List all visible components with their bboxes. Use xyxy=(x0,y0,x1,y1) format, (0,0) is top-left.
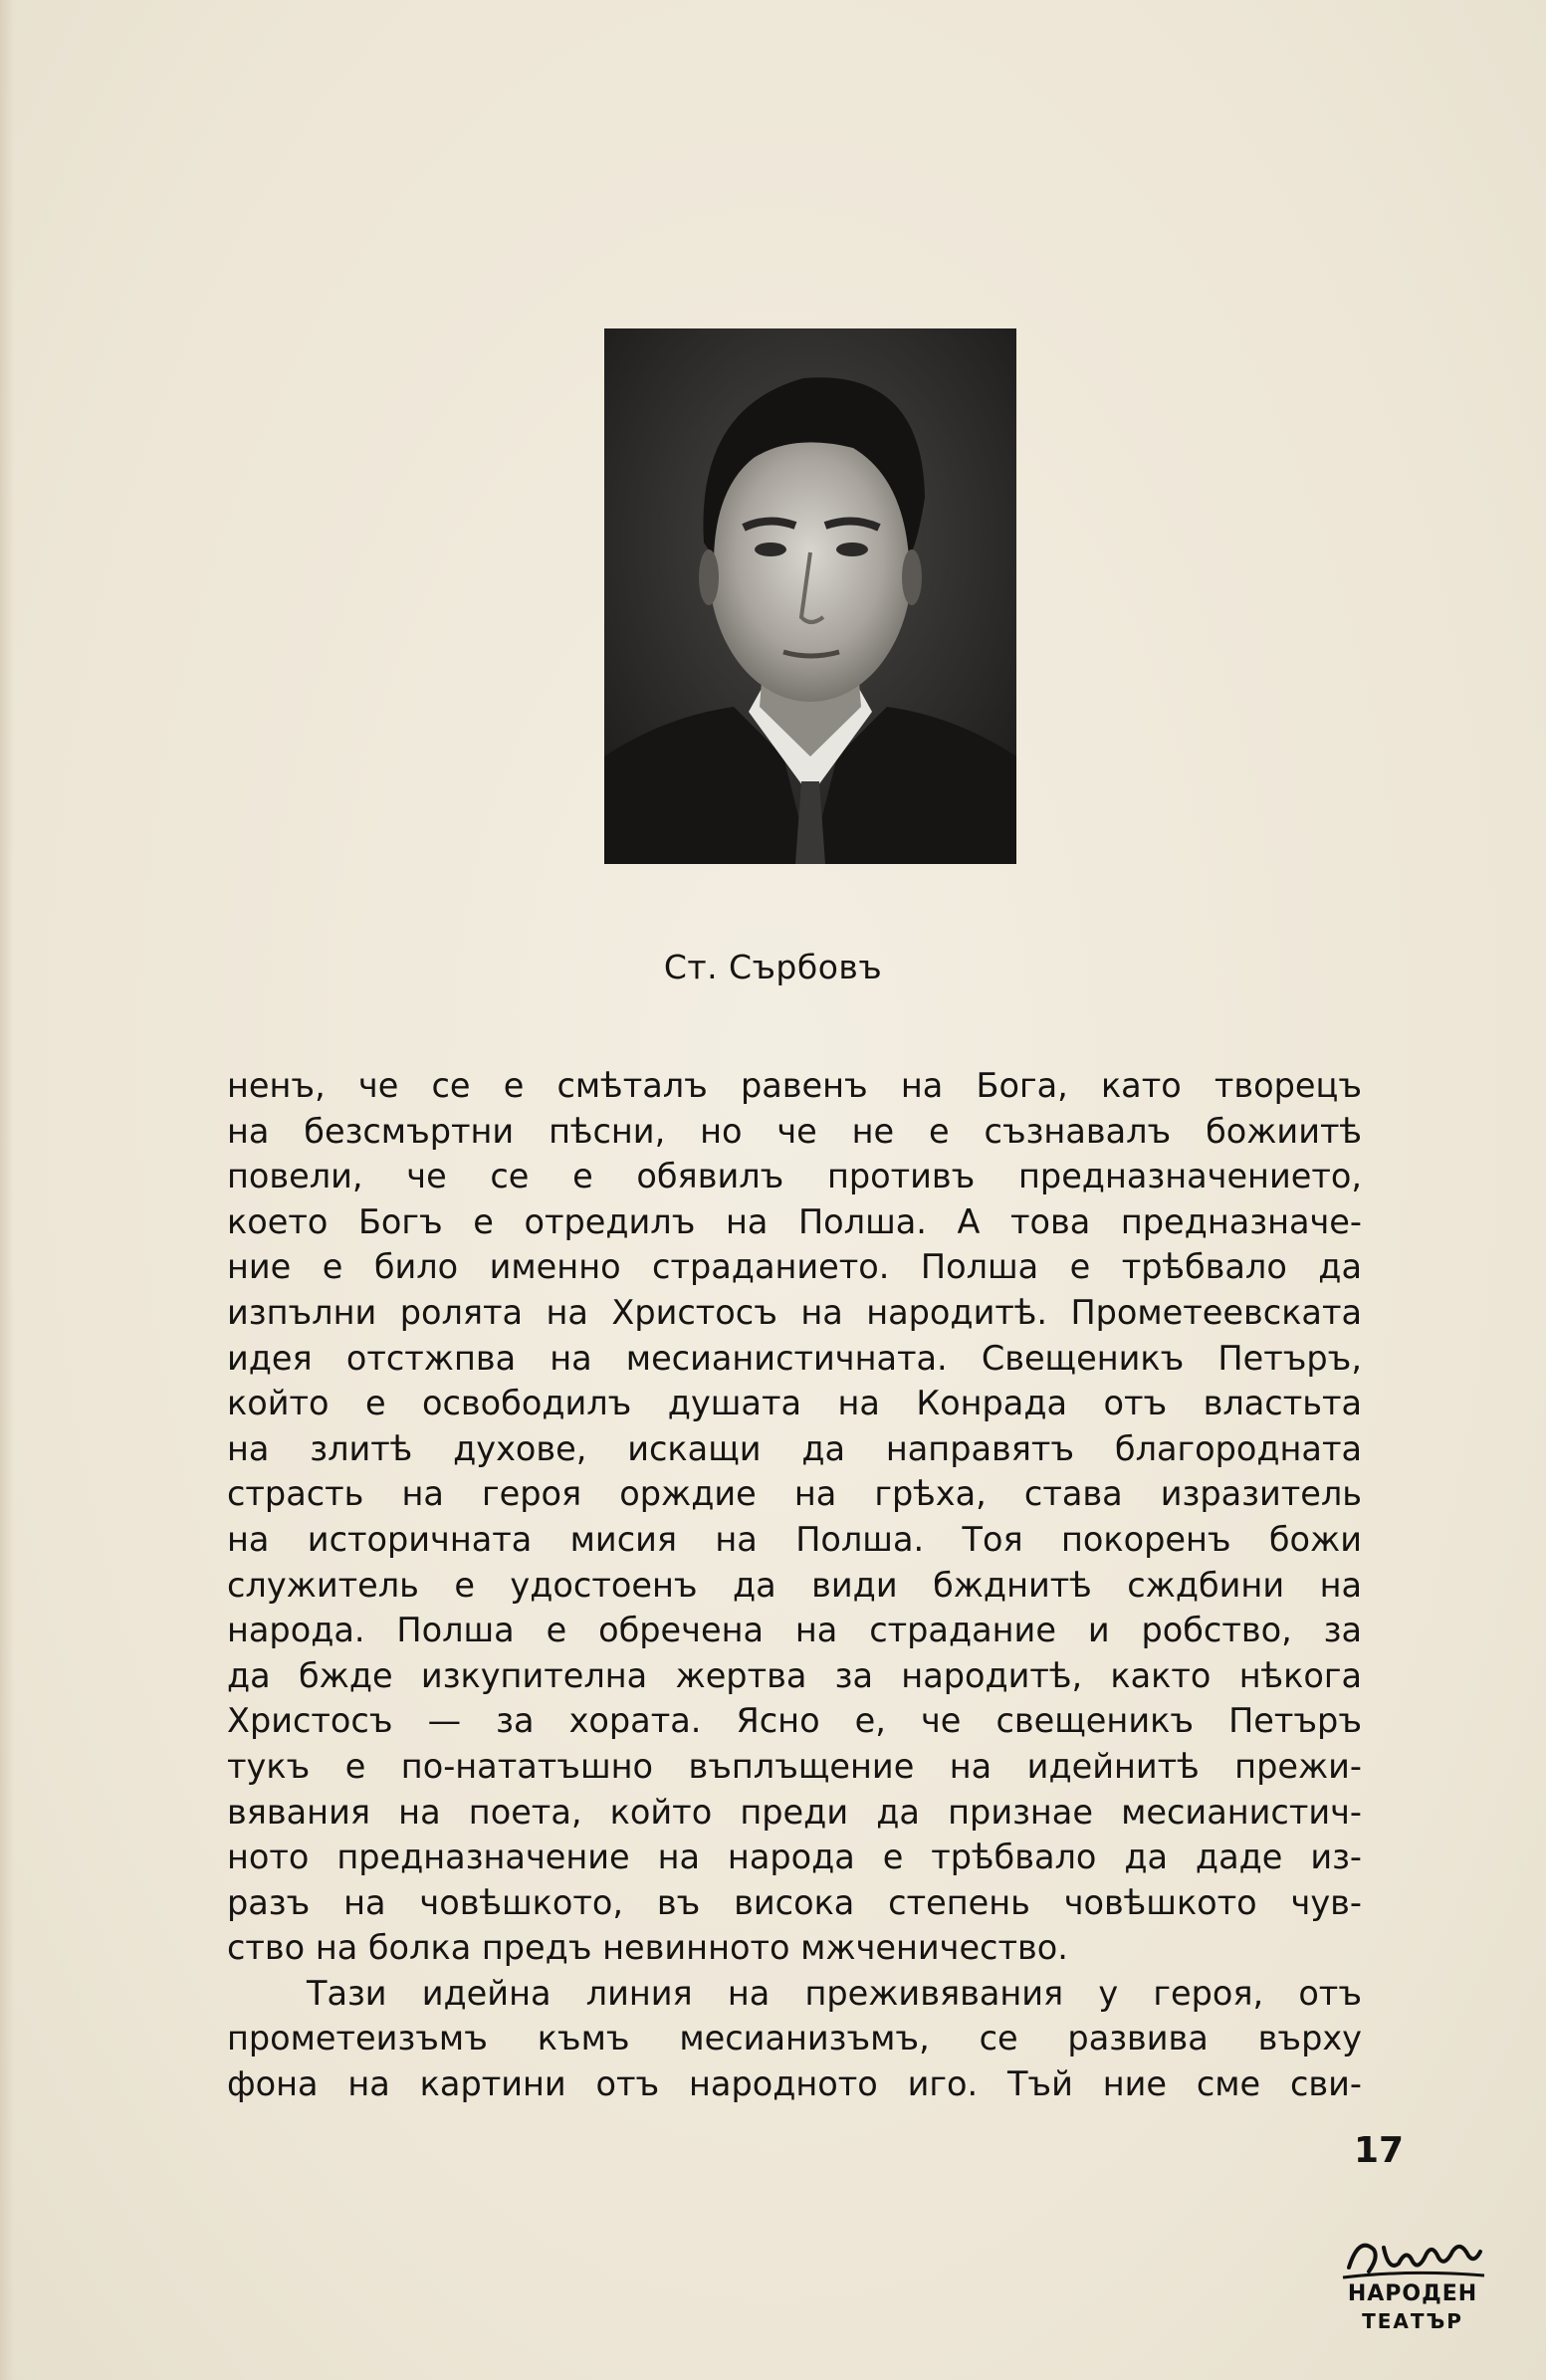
page-number: 17 xyxy=(1354,2130,1405,2171)
text-line: прометеизъмъ къмъ месианизъмъ, се развива върху xyxy=(227,2019,1362,2058)
portrait-caption: Ст. Сърбовъ xyxy=(663,948,883,986)
logo-line-1: НАРОДЕН xyxy=(1347,2281,1478,2306)
text-line: да бжде изкупителна жертва за народитѣ, както нѣкога xyxy=(227,1655,1362,1695)
text-line: ното предназначение на народа е трѣбвало да даде из- xyxy=(227,1838,1362,1877)
text-line: фона на картини отъ народното иго. Тъй ние сме сви- xyxy=(227,2064,1362,2104)
text-line: народа. Полша е обречена на страдание и робство, за xyxy=(227,1611,1362,1650)
text-line: което Богъ е отредилъ на Полша. А това предназначе- xyxy=(227,1201,1362,1241)
text-line: Христосъ — за хората. Ясно е, че свещеникъ Петъръ xyxy=(227,1701,1362,1741)
text-line: разъ на човѣшкото, въ висока степень човѣшкото чув- xyxy=(227,1882,1362,1922)
page-edge-shadow xyxy=(0,0,14,2380)
logo-line-2: ТЕАТЪР xyxy=(1362,2309,1463,2333)
text-line: на злитѣ духове, искащи да направятъ благородната xyxy=(227,1428,1362,1468)
body-text xyxy=(227,1063,1362,2107)
text-line: идея отстжпва на месианистичната. Свещеникъ Петъръ, xyxy=(227,1338,1362,1378)
text-line: служитель е удостоенъ да види бжднитѣ сждбини на xyxy=(227,1565,1362,1605)
text-line: страсть на героя орждие на грѣха, става изразитель xyxy=(227,1474,1362,1514)
text-line: тукъ е по-нататъшно въплъщение на идейнитѣ прежи- xyxy=(227,1746,1362,1786)
text-line: ство на болка предъ невинното мжченичество. xyxy=(227,1928,1068,1968)
text-line: на безсмъртни пѣсни, но че не е съзнавалъ божиитѣ xyxy=(227,1111,1362,1151)
text-line: ненъ, че се е смѣталъ равенъ на Бога, като творецъ xyxy=(227,1066,1362,1105)
paragraph-first-line: Тази идейна линия на преживявания у героя, отъ xyxy=(307,1973,1362,2013)
theater-logo xyxy=(1329,2228,1496,2347)
text-line: на историчната мисия на Полша. Тоя покоренъ божи xyxy=(227,1519,1362,1559)
text-line: повели, че се е обявилъ противъ предназначението, xyxy=(227,1157,1362,1196)
text-line: изпълни ролята на Христосъ на народитѣ. Прометеевската xyxy=(227,1292,1362,1332)
text-line: ние е било именно страданието. Полша е трѣбвало да xyxy=(227,1247,1362,1287)
portrait-photo xyxy=(604,328,1016,864)
text-line: вявания на поета, който преди да признае месианистич- xyxy=(227,1792,1362,1832)
text-line: който е освободилъ душата на Конрада отъ властьта xyxy=(227,1384,1362,1423)
